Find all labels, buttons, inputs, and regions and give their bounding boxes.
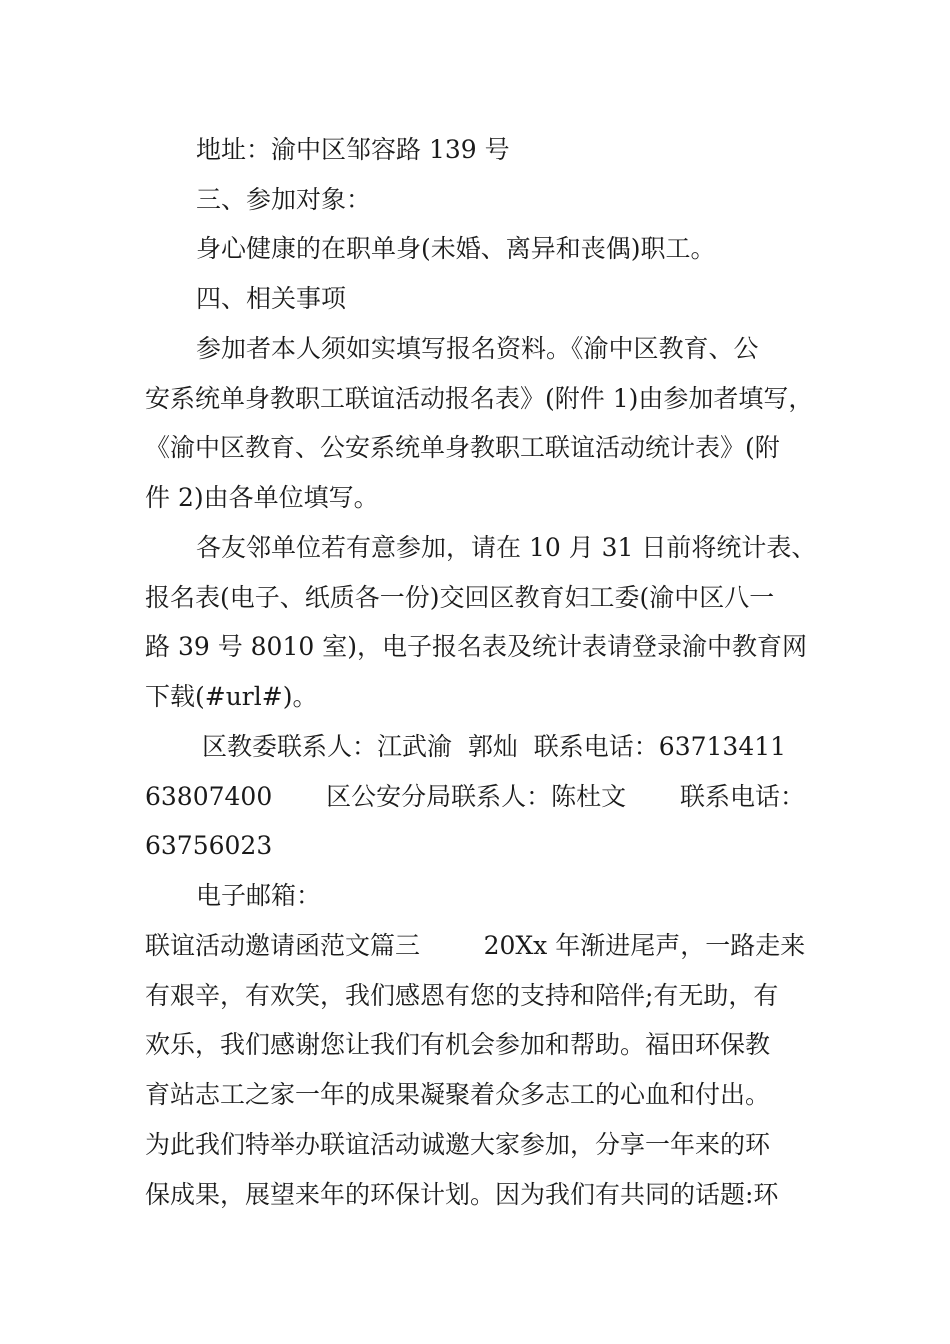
participants-line: 身心健康的在职单身(未婚、离异和丧偶)职工。 (196, 234, 716, 263)
section-four-heading: 四、相关事项 (196, 284, 347, 313)
paragraph-line: 参加者本人须如实填写报名资料。《渝中区教育、公 (196, 334, 759, 363)
paragraph-line: 下载(#url#)。 (145, 682, 318, 711)
paragraph-line: 安系统单身教职工联谊活动报名表》(附件 1)由参加者填写， (145, 384, 814, 413)
police-contact-phone-label: 联系电话： (679, 782, 805, 811)
paragraph-line: 各友邻单位若有意参加，请在 10 月 31 日前将统计表、 (196, 533, 817, 562)
contact-line: 区教委联系人：江武渝 郭灿 联系电话：63713411 (202, 732, 787, 761)
contact-line-spread (145, 780, 805, 814)
police-contact-person: 区公安分局联系人：陈杜文 (326, 782, 627, 811)
email-line: 电子邮箱： (196, 881, 322, 910)
contact-line: 63756023 (145, 831, 273, 860)
contact-phone-2: 63807400 (145, 782, 273, 811)
paragraph-line: 欢乐，我们感谢您让我们有机会参加和帮助。福田环保教 (145, 1030, 771, 1059)
paragraph-line: 有艰辛，有欢笑，我们感恩有您的支持和陪伴;有无助，有 (145, 981, 779, 1010)
paragraph-line: 《渝中区教育、公安系统单身教职工联谊活动统计表》(附 (145, 433, 780, 462)
address-line: 地址：渝中区邹容路 139 号 (196, 135, 510, 164)
paragraph-line: 路 39 号 8010 室)，电子报名表及统计表请登录渝中教育网 (145, 632, 807, 661)
paragraph-line: 为此我们特举办联谊活动诚邀大家参加，分享一年来的环 (145, 1130, 771, 1159)
paragraph-line: 育站志工之家一年的成果凝聚着众多志工的心血和付出。 (145, 1080, 771, 1109)
paragraph-line: 件 2)由各单位填写。 (145, 483, 379, 512)
paragraph-line: 联谊活动邀请函范文篇三 20Xx 年渐进尾声，一路走来 (145, 931, 806, 960)
paragraph-line: 报名表(电子、纸质各一份)交回区教育妇工委(渝中区八一 (145, 583, 775, 612)
section-three-heading: 三、参加对象： (196, 185, 372, 214)
paragraph-line: 保成果，展望来年的环保计划。因为我们有共同的话题:环 (145, 1180, 779, 1209)
